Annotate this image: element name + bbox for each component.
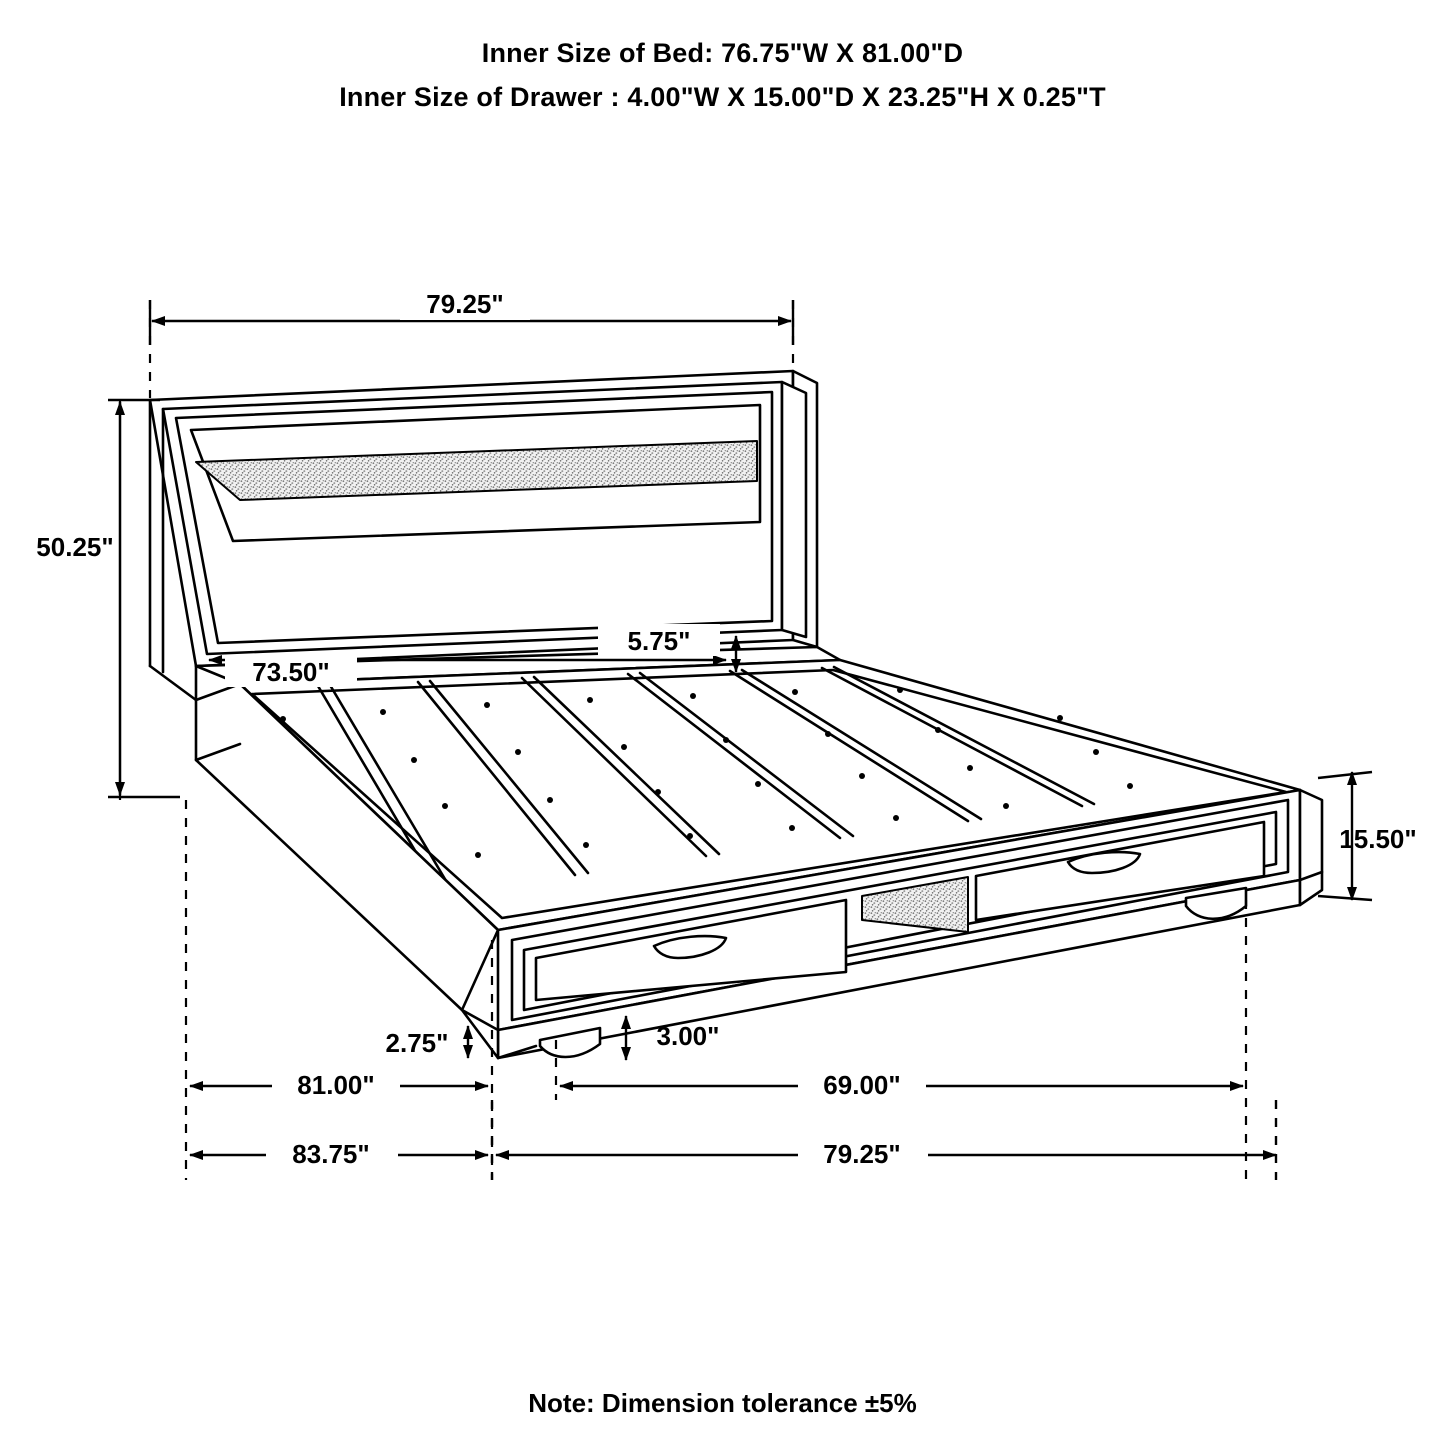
dimension-bed-width-outer [798,1136,928,1169]
dimension-label: 5.75" [627,626,691,656]
dimension-label: 83.75" [292,1139,370,1169]
inner-size-drawer-label: Inner Size of Drawer : 4.00"W X 15.00"D X 23.25"H X 0.25"T [339,82,1106,112]
dimension-label: 69.00" [823,1070,901,1100]
dimension-headboard-width [400,288,530,320]
dimension-bed-depth-outer [266,1136,398,1169]
dimension-headboard-height [36,532,113,562]
dimension-label: 79.25" [426,289,504,319]
dimension-label: 81.00" [297,1070,375,1100]
dimension-drawer-front-height [1339,824,1416,854]
dimension-foot-clearance-height [657,1021,720,1051]
dimension-drawer-span-width [798,1068,926,1100]
dimension-label: 50.25" [36,532,114,562]
dimension-label: 2.75" [385,1028,449,1058]
dimension-label: 3.00" [656,1021,720,1051]
dimension-bed-depth-inner [272,1068,400,1100]
dimension-headboard-ledge-height [598,624,720,656]
inner-size-bed-label: Inner Size of Bed: 76.75"W X 81.00"D [481,38,964,68]
dimension-headboard-inner-width [225,655,357,687]
dimension-label: 15.50" [1339,824,1417,854]
dimension-label: 79.25" [823,1139,901,1169]
dimension-footboard-base-height [386,1028,449,1058]
tolerance-note: Note: Dimension tolerance ±5% [528,1388,917,1418]
dimension-label: 73.50" [252,657,330,687]
